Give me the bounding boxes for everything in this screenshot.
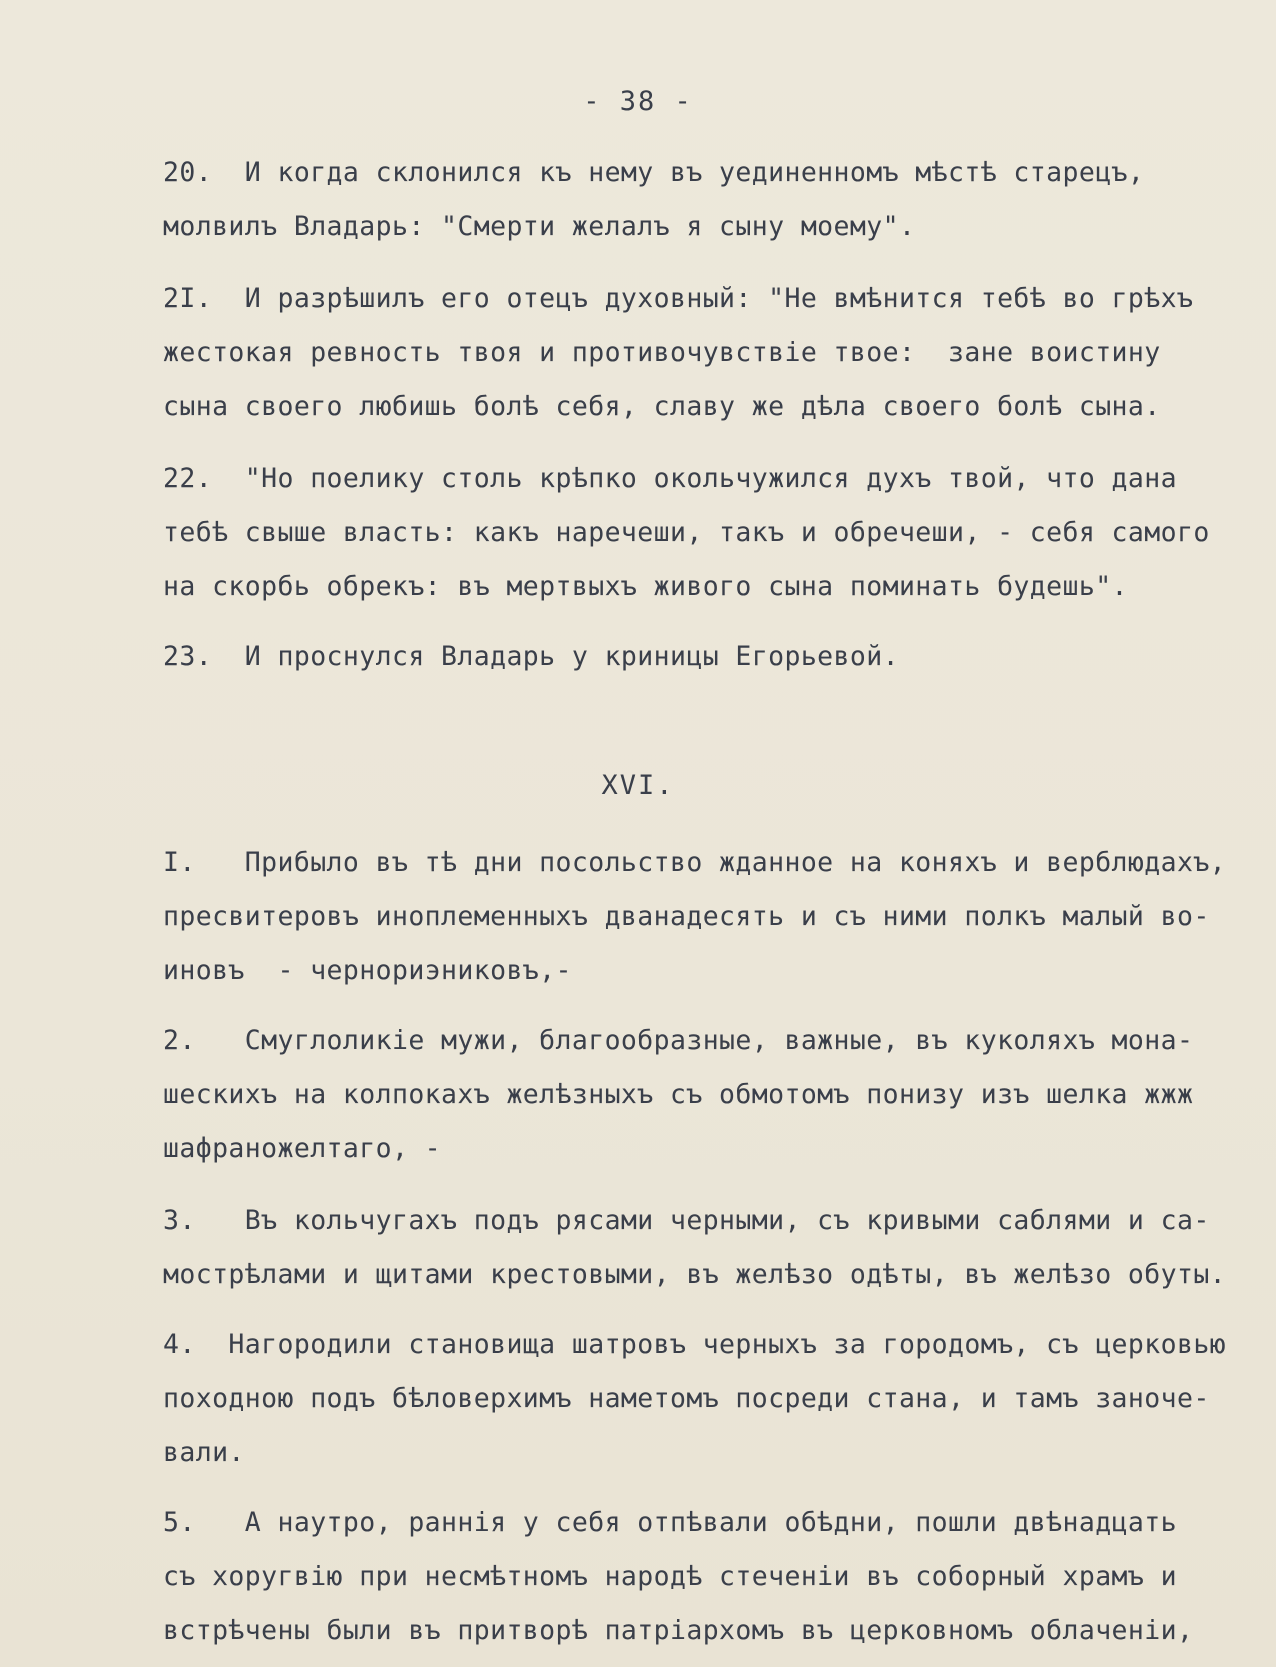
text-line: 20. И когда склонился къ нему въ уединенномъ мѣстѣ старецъ, <box>163 157 1145 188</box>
text-line: молвилъ Владарь: "Смерти желалъ я сыну моему". <box>163 211 916 242</box>
text-line: тебѣ свыше власть: какъ наречеши, такъ и обречеши, - себя самого <box>163 517 1210 548</box>
paragraph-21 <box>163 272 1223 434</box>
text-line: жестокая ревность твоя и противочувствіе твое: зане воистину <box>163 337 1161 368</box>
text-line: 4. Нагородили становища шатровъ черныхъ за городомъ, съ церковью <box>163 1329 1227 1360</box>
text-line: сына своего любишь болѣ себя, славу же дѣла своего болѣ сына. <box>163 391 1161 422</box>
text-line: иновъ - чернориэниковъ,- <box>163 955 572 986</box>
paragraph-4 <box>163 1318 1227 1480</box>
section-heading: XVI. <box>601 770 675 801</box>
text-line: съ хоругвію при несмѣтномъ народѣ стеченіи въ соборный храмъ и <box>163 1561 1177 1592</box>
paragraph-5 <box>163 1496 1223 1658</box>
text-line: 3. Въ кольчугахъ подъ рясами черными, съ кривыми саблями и са- <box>163 1205 1210 1236</box>
paragraph-22 <box>163 452 1223 614</box>
paragraph-1 <box>163 836 1227 998</box>
text-line: I. Прибыло въ тѣ дни посольство жданное на коняхъ и верблюдахъ, <box>163 847 1227 878</box>
text-line: на скорбь обрекъ: въ мертвыхъ живого сына поминать будешь". <box>163 571 1128 602</box>
text-line: походною подъ бѣловерхимъ наметомъ посреди стана, и тамъ заноче- <box>163 1383 1210 1414</box>
text-line: 2I. И разрѣшилъ его отецъ духовный: "Не вмѣнится тебѣ во грѣхъ <box>163 283 1194 314</box>
page-number: - 38 - <box>583 86 693 117</box>
text-line: мострѣлами и щитами крестовыми, въ желѣзо одѣты, въ желѣзо обуты. <box>163 1259 1227 1290</box>
text-line: шескихъ на колпокахъ желѣзныхъ съ обмотомъ понизу изъ шелка жжж <box>163 1079 1194 1110</box>
paragraph-23 <box>163 630 1223 684</box>
text-line: 23. И проснулся Владарь у криницы Егорьевой. <box>163 641 899 672</box>
text-line: шафраножелтаго, - <box>163 1133 442 1164</box>
text-line: пресвитеровъ иноплеменныхъ дванадесять и съ ними полкъ малый во- <box>163 901 1210 932</box>
text-line: 22. "Но поелику столь крѣпко окольчужился духъ твой, что дана <box>163 463 1177 494</box>
text-line: 2. Смуглоликіе мужи, благообразные, важные, въ куколяхъ мона- <box>163 1025 1194 1056</box>
text-line: встрѣчены были въ притворѣ патріархомъ въ церковномъ облаченіи, <box>163 1615 1194 1646</box>
paragraph-20 <box>163 146 1223 254</box>
text-line: вали. <box>163 1437 245 1468</box>
paragraph-3 <box>163 1194 1227 1302</box>
text-line: 5. А наутро, раннія у себя отпѣвали обѣдни, пошли двѣнадцать <box>163 1507 1177 1538</box>
paragraph-2 <box>163 1014 1223 1176</box>
